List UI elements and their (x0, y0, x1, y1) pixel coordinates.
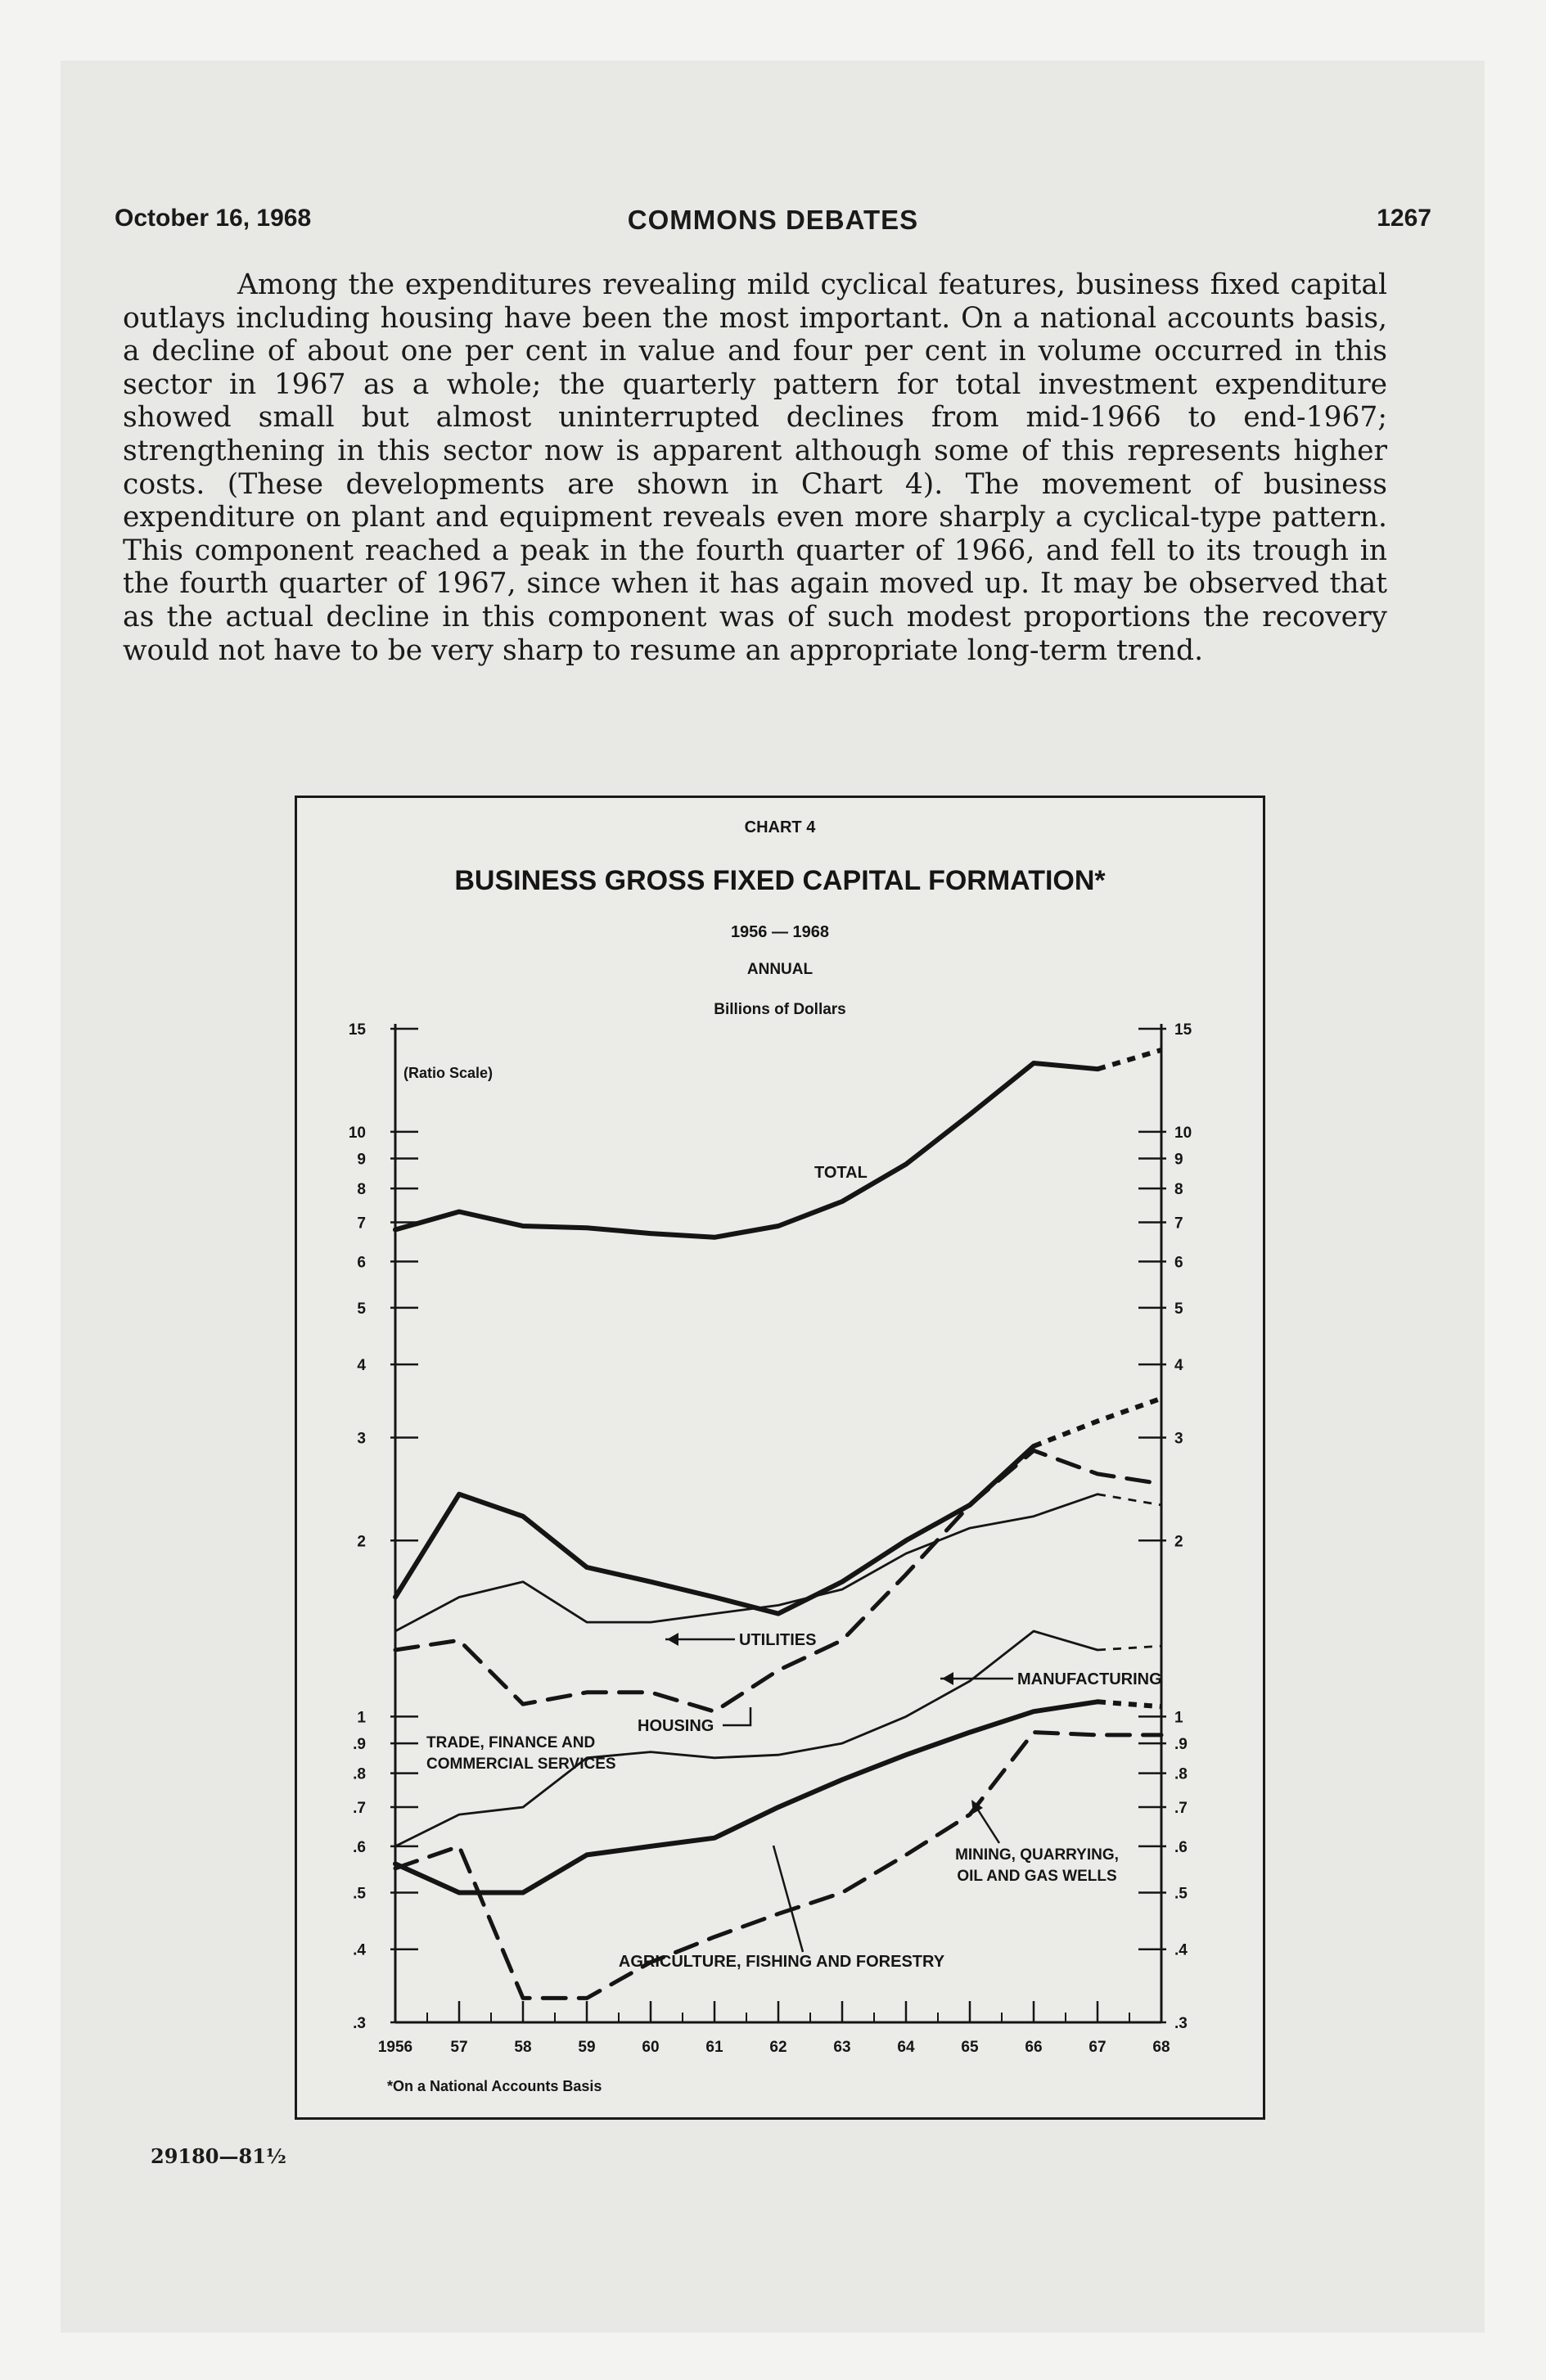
x-tick-label: 1956 (377, 2039, 413, 2056)
series-projection-trade-finance-and-commercial-services (1098, 1646, 1161, 1650)
y-tick-label-right: 1 (1174, 1709, 1183, 1727)
chart-canvas (297, 798, 1263, 2117)
pointer-agriculture (773, 1846, 803, 1952)
x-tick-label: 61 (705, 2039, 723, 2056)
y-tick-label-right: 15 (1174, 1021, 1192, 1039)
y-tick-label-right: .9 (1174, 1736, 1188, 1754)
y-tick-label-right: 4 (1174, 1357, 1183, 1375)
header-date: October 16, 1968 (115, 205, 312, 232)
chart-title: BUSINESS GROSS FIXED CAPITAL FORMATION* (454, 865, 1106, 896)
y-tick-label-right: .4 (1174, 1941, 1188, 1959)
label-manufacturing: MANUFACTURING (1017, 1670, 1162, 1688)
pointer-housing (723, 1707, 750, 1725)
y-tick-label-left: .5 (353, 1885, 366, 1903)
y-tick-label-left: 6 (357, 1254, 366, 1272)
label-total: TOTAL (814, 1164, 868, 1182)
y-tick-label-right: 2 (1174, 1533, 1183, 1551)
x-tick-label: 67 (1089, 2039, 1107, 2056)
y-tick-label-right: 9 (1174, 1151, 1183, 1169)
y-tick-label-left: 8 (357, 1181, 366, 1199)
y-tick-label-left: .8 (353, 1765, 366, 1783)
label-agriculture: AGRICULTURE, FISHING AND FORESTRY (618, 1953, 945, 1971)
x-tick-label: 59 (578, 2039, 596, 2056)
chart-period: 1956 — 1968 (730, 923, 830, 941)
label-housing: HOUSING (638, 1717, 714, 1735)
series-projection-utilities (1034, 1399, 1161, 1446)
x-tick-label: 65 (961, 2039, 979, 2056)
y-tick-label-right: 7 (1174, 1215, 1183, 1233)
chart-frequency: ANNUAL (746, 961, 814, 978)
arrowhead-manufacturing (942, 1672, 953, 1685)
chart-4 (295, 796, 1265, 2120)
y-tick-label-right: 8 (1174, 1181, 1183, 1199)
y-tick-label-left: 3 (357, 1430, 366, 1448)
x-tick-label: 58 (514, 2039, 532, 2056)
label-trade-2: COMMERCIAL SERVICES (426, 1756, 616, 1773)
x-tick-label: 62 (769, 2039, 787, 2056)
x-tick-label: 66 (1025, 2039, 1043, 2056)
y-tick-label-right: .6 (1174, 1838, 1188, 1856)
label-mining-1: MINING, QUARRYING, (955, 1846, 1119, 1864)
y-tick-label-right: 3 (1174, 1430, 1183, 1448)
chart-footnote: *On a National Accounts Basis (387, 2078, 602, 2094)
label-utilities: UTILITIES (739, 1631, 817, 1649)
y-tick-label-left: 4 (357, 1357, 366, 1375)
x-tick-label: 64 (897, 2039, 915, 2056)
y-tick-label-right: 6 (1174, 1254, 1183, 1272)
y-tick-label-left: 7 (357, 1215, 366, 1233)
y-tick-label-right: .8 (1174, 1765, 1188, 1783)
series-projection-agriculture-fishing-and-forestry (1098, 1702, 1161, 1706)
series-line-agriculture-fishing-and-forestry (395, 1702, 1098, 1892)
body-paragraph: Among the expenditures revealing mild cyclical features, business fixed capital outlays including housing have been the most important. On a national accounts basis, a decline of about one per cent in value and four per cent in volume occurred in this sector in 1967 as a whole; the quarterly pattern for total investment expenditure showed small but almost uninterrupted declines from mid-1966 to end-1967; strengthening in this sector now is apparent although some of this represents higher costs. (These developments are shown in Chart 4). The movement of business expenditure on plant and equipment reveals even more sharply a cyclical-type pattern. This component reached a peak in the fourth quarter of 1966, and fell to its trough in the fourth quarter of 1967, since when it has again moved up. It may be observed that as the actual decline in this component was of such modest proportions the recovery would not have to be very sharp to resume an appropriate long-term trend. (123, 268, 1387, 667)
x-tick-label: 60 (642, 2039, 660, 2056)
y-tick-label-right: 5 (1174, 1300, 1183, 1318)
y-tick-label-right: .5 (1174, 1885, 1188, 1903)
y-tick-label-left: .4 (353, 1941, 366, 1959)
y-tick-label-left: 1 (357, 1709, 366, 1727)
chart-units: Billions of Dollars (714, 1001, 846, 1018)
footer-code: 29180—81½ (151, 2144, 286, 2168)
label-trade-1: TRADE, FINANCE AND (426, 1734, 596, 1751)
header-title: COMMONS DEBATES (627, 205, 919, 235)
y-tick-label-left: .6 (353, 1838, 366, 1856)
y-tick-label-left: 10 (348, 1124, 366, 1142)
y-tick-label-left: .3 (353, 2015, 366, 2032)
y-tick-label-left: 2 (357, 1533, 366, 1551)
y-tick-label-left: .7 (353, 1800, 366, 1818)
scale-note: (Ratio Scale) (403, 1065, 494, 1081)
series-line-manufacturing (395, 1494, 1098, 1631)
y-tick-label-right: .7 (1174, 1800, 1188, 1818)
chart-label: CHART 4 (744, 818, 816, 836)
y-tick-label-right: 10 (1174, 1124, 1192, 1142)
y-tick-label-left: 15 (348, 1021, 366, 1039)
series-projection-total (1098, 1050, 1161, 1069)
series-projection-manufacturing (1098, 1494, 1161, 1505)
page-number: 1267 (1377, 205, 1431, 232)
series-line-total (395, 1063, 1098, 1237)
x-tick-label: 63 (833, 2039, 851, 2056)
y-tick-label-left: .9 (353, 1736, 366, 1754)
x-tick-label: 68 (1152, 2039, 1170, 2056)
x-tick-label: 57 (450, 2039, 468, 2056)
label-mining-2: OIL AND GAS WELLS (957, 1868, 1117, 1885)
y-tick-label-left: 5 (357, 1300, 366, 1318)
y-tick-label-right: .3 (1174, 2015, 1188, 2032)
y-tick-label-left: 9 (357, 1151, 366, 1169)
arrowhead-utilities (667, 1633, 678, 1646)
